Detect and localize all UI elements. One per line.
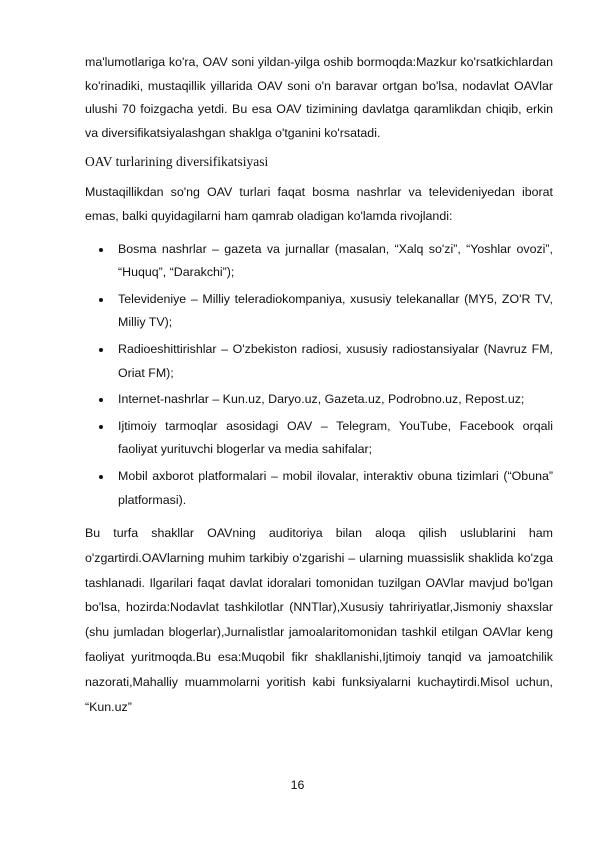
list-item-text: Ijtimoiy tarmoqlar asosidagi OAV – Telegram, YouTube, Facebook orqali faoliyat yurituvchi blogerlar va media sahifalar; xyxy=(118,418,553,457)
list-item xyxy=(85,238,553,285)
bullet-icon xyxy=(99,425,103,429)
bullet-icon xyxy=(99,298,103,302)
intro-paragraph: ma'lumotlariga ko'ra, OAV soni yildan-yilga oshib bormoqda:Mazkur ko'rsatkichlardan ko'rinadiki, mustaqillik yillarida OAV soni o'n baravar ortgan bo'lsa, nodavlat OAVlar ulushi 70 foizgacha yetdi. Bu esa OAV tizimining davlatga qaramlikdan chiqib, erkin va diversifikatsiyalashgan shaklga o'tganini ko'rsatadi. xyxy=(85,55,553,140)
list-item xyxy=(85,288,553,335)
list-item-text: Internet-nashrlar – Kun.uz, Daryo.uz, Gazeta.uz, Podrobno.uz, Repost.uz; xyxy=(118,392,525,407)
list-item-text: Radioeshittirishlar – O'zbekiston radiosi, xususiy radiostansiyalar (Navruz FM, Oriat FM); xyxy=(118,341,553,380)
list-item xyxy=(85,465,553,512)
list-item-text: Televideniye – Milliy teleradiokompaniya, xususiy telekanallar (MY5, ZO'R TV, Milliy TV); xyxy=(118,291,553,330)
bullet-icon xyxy=(99,248,103,252)
list-item xyxy=(85,388,553,412)
list-item-text: Mobil axborot platformalari – mobil ilovalar, interaktiv obuna tizimlari (“Obuna” platformasi). xyxy=(118,468,553,507)
bullet-icon xyxy=(99,348,103,352)
page-content xyxy=(85,51,553,719)
lead-paragraph: Mustaqillikdan so'ng OAV turlari faqat bosma nashrlar va televideniyedan iborat emas, balki quyidagilarni ham qamrab oladigan ko'lamda rivojlandi: xyxy=(85,185,553,223)
list-item-text: Bosma nashrlar – gazeta va jurnallar (masalan, “Xalq so'zi”, “Yoshlar ovozi”, “Huquq”, “Darakchi”); xyxy=(118,241,553,280)
page-number: 16 xyxy=(290,778,305,792)
media-types-list xyxy=(85,238,553,513)
closing-paragraph: Bu turfa shakllar OAVning auditoriya bilan aloqa qilish uslublarini ham o'zgartirdi.OAVlarning muhim tarkibiy o'zgarishi – ularning muassislik shaklida ko'zga tashlanadi. Ilgarilari faqat davlat idoralari tomonidan tuzilgan OAVlar mavjud bo'lgan bo'lsa, hozirda:Nodavlat tashkilotlar (NNTlar),Xususiy tahririyatlar,Jismoniy shaxslar (shu jumladan blogerlar),Jurnalistlar jamoalaritomonidan tashkil etilgan OAVlar keng faoliyat yuritmoqda.Bu esa:Muqobil fikr shakllanishi,Ijtimoiy tanqid va jamoatchilik nazorati,Mahalliy muammolarni yoritish kabi funksiyalarni kuchaytirdi.Misol uchun, “Kun.uz” xyxy=(85,526,553,714)
bullet-icon xyxy=(99,475,103,479)
section-heading: OAV turlarining diversifikatsiyasi xyxy=(85,154,269,170)
list-item xyxy=(85,338,553,385)
bullet-icon xyxy=(99,398,103,402)
list-item xyxy=(85,415,553,462)
